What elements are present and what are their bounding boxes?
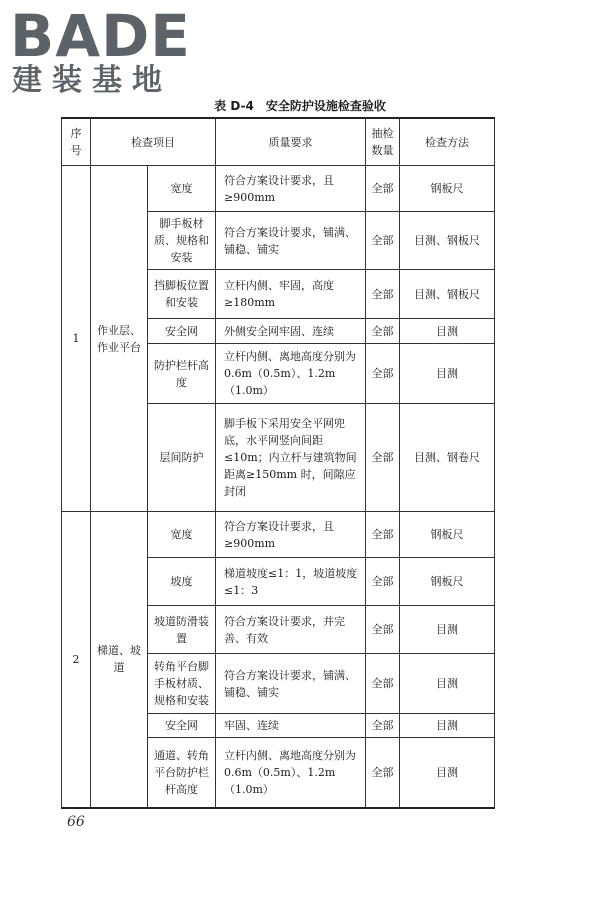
quantity-cell: 全部 bbox=[366, 738, 400, 808]
quantity-cell: 全部 bbox=[366, 166, 400, 212]
header-method: 检查方法 bbox=[400, 118, 495, 166]
requirement-cell: 符合方案设计要求，并完善、有效 bbox=[216, 606, 366, 654]
requirement-cell: 符合方案设计要求，且≥900mm bbox=[216, 512, 366, 558]
item-cell: 安全网 bbox=[148, 319, 216, 344]
item-cell: 脚手板材质、规格和安装 bbox=[148, 212, 216, 270]
item-cell: 防护栏杆高度 bbox=[148, 344, 216, 404]
method-cell: 目测 bbox=[400, 654, 495, 714]
method-cell: 目测、钢卷尺 bbox=[400, 404, 495, 512]
quantity-cell: 全部 bbox=[366, 512, 400, 558]
group-seq: 1 bbox=[62, 166, 91, 512]
page-number: 66 bbox=[67, 814, 85, 830]
requirement-cell: 脚手板下采用安全平网兜底，水平网竖向间距≤10m；内立杆与建筑物间距离≥150mm 时，间隙应封闭 bbox=[216, 404, 366, 512]
item-cell: 挡脚板位置和安装 bbox=[148, 270, 216, 319]
quantity-cell: 全部 bbox=[366, 319, 400, 344]
bade-logo bbox=[10, 2, 210, 98]
method-cell: 目测 bbox=[400, 344, 495, 404]
header-quantity: 抽检数量 bbox=[366, 118, 400, 166]
item-cell: 坡道防滑装置 bbox=[148, 606, 216, 654]
item-cell: 安全网 bbox=[148, 714, 216, 738]
header-row bbox=[62, 118, 495, 166]
quantity-cell: 全部 bbox=[366, 212, 400, 270]
requirement-cell: 牢固、连续 bbox=[216, 714, 366, 738]
method-cell: 钢板尺 bbox=[400, 512, 495, 558]
item-cell: 层间防护 bbox=[148, 404, 216, 512]
method-cell: 钢板尺 bbox=[400, 558, 495, 606]
header-requirement: 质量要求 bbox=[216, 118, 366, 166]
quantity-cell: 全部 bbox=[366, 714, 400, 738]
table-row bbox=[62, 512, 495, 558]
method-cell: 目测、钢板尺 bbox=[400, 212, 495, 270]
quantity-cell: 全部 bbox=[366, 404, 400, 512]
group-category: 梯道、坡道 bbox=[91, 512, 148, 808]
table-title-text: 安全防护设施检查验收 bbox=[265, 99, 386, 113]
method-cell: 目测 bbox=[400, 714, 495, 738]
inspection-table bbox=[61, 117, 495, 809]
requirement-cell: 立杆内侧、牢固，高度≥180mm bbox=[216, 270, 366, 319]
quantity-cell: 全部 bbox=[366, 606, 400, 654]
quantity-cell: 全部 bbox=[366, 654, 400, 714]
requirement-cell: 立杆内侧、离地高度分别为 0.6m（0.5m）、1.2m（1.0m） bbox=[216, 738, 366, 808]
method-cell: 目测 bbox=[400, 606, 495, 654]
requirement-cell: 符合方案设计要求，铺满、铺稳、铺实 bbox=[216, 654, 366, 714]
logo-wordmark: BADE bbox=[10, 2, 191, 70]
method-cell: 目测 bbox=[400, 319, 495, 344]
requirement-cell: 符合方案设计要求，铺满、铺稳、铺实 bbox=[216, 212, 366, 270]
method-cell: 目测 bbox=[400, 738, 495, 808]
requirement-cell: 立杆内侧、离地高度分别为 0.6m（0.5m）、1.2m（1.0m） bbox=[216, 344, 366, 404]
logo-chinese: 建装基地 bbox=[12, 63, 172, 98]
item-cell: 通道、转角平台防护栏杆高度 bbox=[148, 738, 216, 808]
quantity-cell: 全部 bbox=[366, 558, 400, 606]
group-seq: 2 bbox=[62, 512, 91, 808]
header-seq: 序号 bbox=[62, 118, 91, 166]
quantity-cell: 全部 bbox=[366, 270, 400, 319]
table-row bbox=[62, 166, 495, 212]
item-cell: 转角平台脚手板材质、规格和安装 bbox=[148, 654, 216, 714]
item-cell: 宽度 bbox=[148, 166, 216, 212]
quantity-cell: 全部 bbox=[366, 344, 400, 404]
requirement-cell: 梯道坡度≤1：1，坡道坡度≤1：3 bbox=[216, 558, 366, 606]
method-cell: 钢板尺 bbox=[400, 166, 495, 212]
item-cell: 宽度 bbox=[148, 512, 216, 558]
group-category: 作业层、作业平台 bbox=[91, 166, 148, 512]
requirement-cell: 外侧安全网牢固、连续 bbox=[216, 319, 366, 344]
table-number: 表 D-4 bbox=[214, 99, 254, 113]
table-title bbox=[0, 97, 600, 114]
requirement-cell: 符合方案设计要求，且≥900mm bbox=[216, 166, 366, 212]
method-cell: 目测、钢板尺 bbox=[400, 270, 495, 319]
item-cell: 坡度 bbox=[148, 558, 216, 606]
header-item: 检查项目 bbox=[91, 118, 216, 166]
